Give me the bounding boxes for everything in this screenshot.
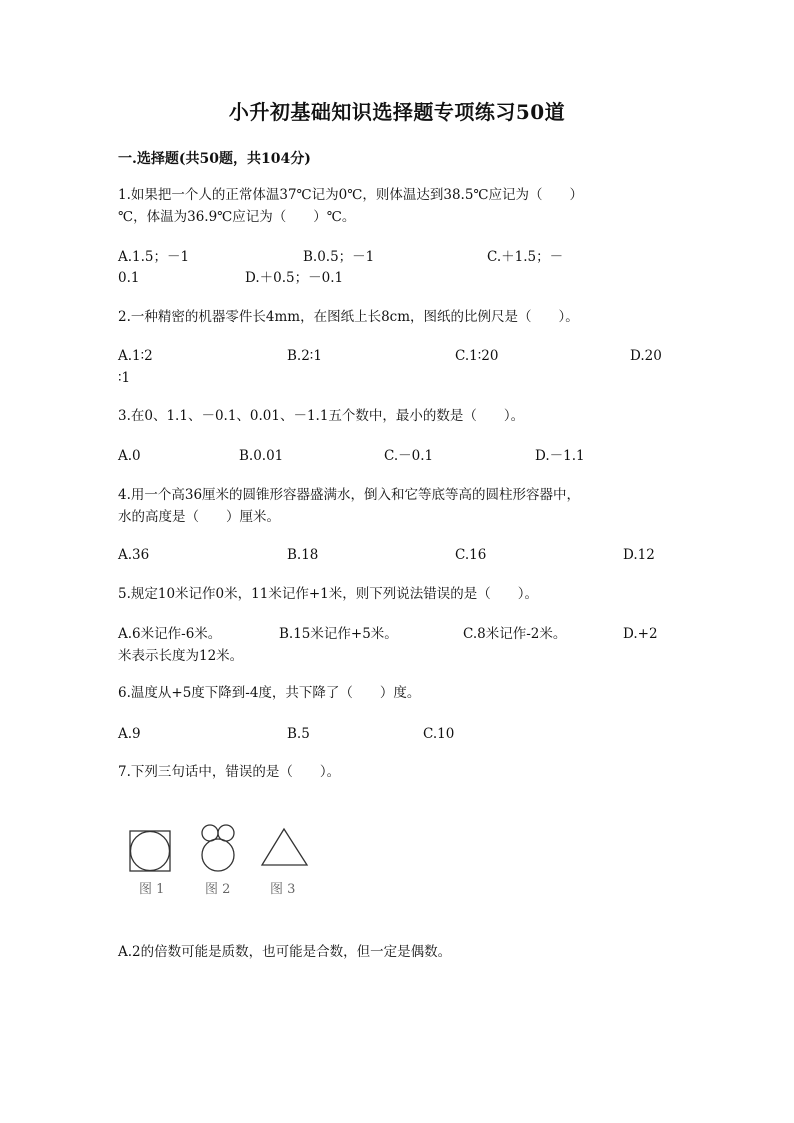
figure-2-three-circles — [202, 825, 234, 871]
question-3-option-d[interactable]: D.－1.1 — [535, 448, 585, 464]
question-4-option-b[interactable]: B.18 — [287, 547, 319, 563]
question-1-option-c-continued: 0.1 — [118, 270, 140, 286]
page-title: 小升初基础知识选择题专项练习50道 — [228, 100, 566, 124]
question-3-option-a[interactable]: A.0 — [118, 448, 141, 464]
question-1-text-line1: 1.如果把一个人的正常体温37℃记为0℃，则体温达到38.5℃应记为（ ） — [118, 187, 584, 203]
question-1-text-line2: ℃，体温为36.9℃应记为（ ）℃。 — [118, 209, 356, 225]
question-3-text: 3.在0、1.1、－0.1、0.01、－1.1五个数中，最小的数是（ ）。 — [118, 408, 525, 424]
question-6-option-b[interactable]: B.5 — [287, 726, 310, 742]
section-title: 一.选择题(共50题，共104分) — [118, 151, 311, 167]
question-5-option-c[interactable]: C.8米记作-2米。 — [463, 626, 567, 642]
question-4-option-d[interactable]: D.12 — [623, 547, 655, 563]
question-7-figure — [118, 815, 318, 905]
question-3-option-b[interactable]: B.0.01 — [239, 448, 284, 464]
question-5-option-a[interactable]: A.6米记作-6米。 — [118, 626, 222, 642]
question-4-option-c[interactable]: C.16 — [455, 547, 487, 563]
question-3-option-c[interactable]: C.－0.1 — [384, 448, 434, 464]
question-7-text: 7.下列三句话中，错误的是（ ）。 — [118, 764, 341, 780]
question-1-option-b[interactable]: B.0.5；－1 — [303, 249, 375, 265]
question-1-option-c[interactable]: C.＋1.5；－ — [487, 249, 564, 265]
figure-3-triangle — [262, 829, 307, 865]
question-4-option-a[interactable]: A.36 — [118, 547, 150, 563]
question-4-text-line1: 4.用一个高36厘米的圆锥形容器盛满水，倒入和它等底等高的圆柱形容器中， — [118, 487, 581, 503]
question-1-option-d[interactable]: D.＋0.5；－0.1 — [245, 270, 344, 286]
question-2-text: 2.一种精密的机器零件长4mm，在图纸上长8cm，图纸的比例尺是（ ）。 — [118, 309, 579, 325]
question-4-text-line2: 水的高度是（ ）厘米。 — [118, 509, 280, 525]
question-5-option-b[interactable]: B.15米记作+5米。 — [279, 626, 398, 642]
question-2-option-d[interactable]: D.20 — [630, 348, 662, 364]
question-2-option-c[interactable]: C.1∶20 — [455, 348, 499, 364]
figure-1-square-with-circle — [130, 831, 170, 871]
figure-2-label: 图 2 — [205, 882, 231, 897]
question-5-text: 5.规定10米记作0米，11米记作+1米，则下列说法错误的是（ ）。 — [118, 586, 538, 602]
figure-3-label: 图 3 — [270, 882, 296, 897]
question-1-option-a[interactable]: A.1.5；－1 — [118, 249, 190, 265]
figure-1-label: 图 1 — [139, 882, 165, 897]
question-2-option-a[interactable]: A.1∶2 — [118, 348, 153, 364]
question-5-option-d[interactable]: D.+2 — [623, 626, 658, 642]
question-2-option-d-continued: ∶1 — [118, 370, 131, 386]
question-6-option-a[interactable]: A.9 — [118, 726, 141, 742]
question-6-text: 6.温度从+5度下降到-4度，共下降了（ ）度。 — [118, 685, 421, 701]
question-6-option-c[interactable]: C.10 — [423, 726, 455, 742]
question-5-option-d-continued: 米表示长度为12米。 — [118, 648, 244, 664]
question-7-option-a[interactable]: A.2的倍数可能是质数，也可能是合数，但一定是偶数。 — [118, 944, 452, 960]
question-2-option-b[interactable]: B.2∶1 — [287, 348, 322, 364]
